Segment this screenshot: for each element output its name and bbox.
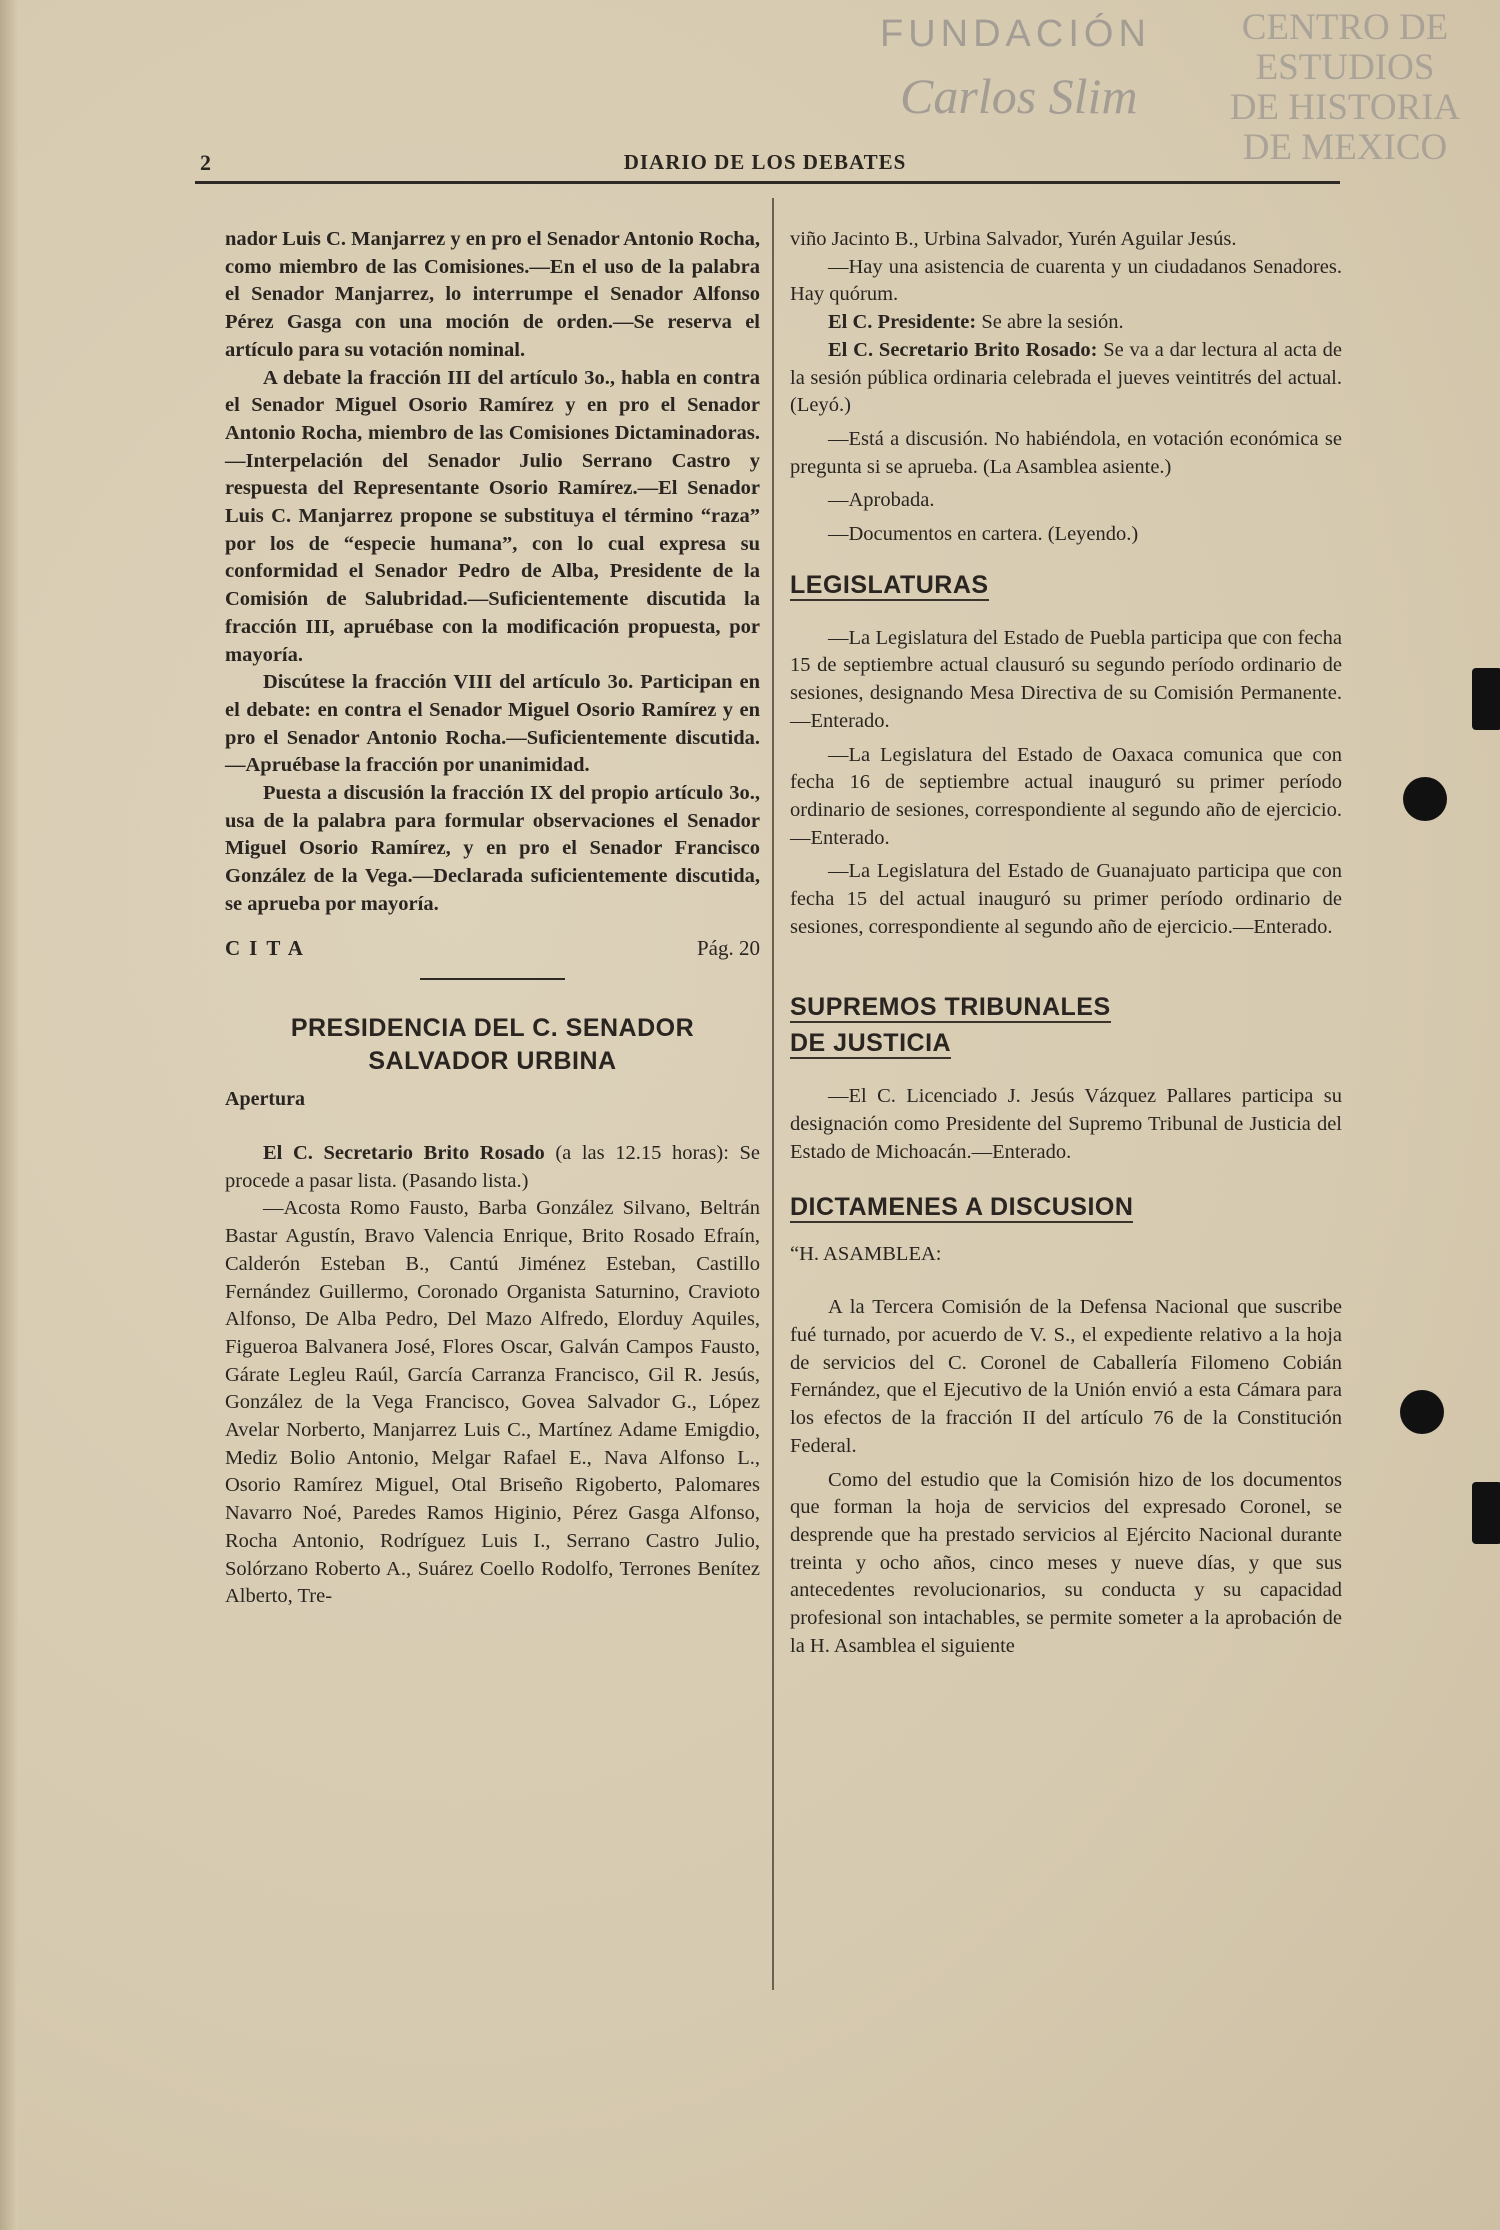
watermark-line: CENTRO DE [1241, 7, 1449, 48]
watermark-line: DE HISTORIA [1229, 87, 1461, 128]
presidency-heading [225, 1012, 760, 1078]
binding-hole-mark [1403, 777, 1447, 821]
binding-hole-mark [1400, 1390, 1444, 1434]
speaker-text: Se va a dar lectura al acta de la sesión pública ordinaria celebrada el jueves veintitrés del actual. (Leyó.) [790, 338, 1342, 417]
watermark-line: DE MEXICO [1242, 127, 1448, 168]
speaker-text: (a las 12.15 horas): Se procede a pasar lista. (Pasando lista.) [225, 1141, 760, 1192]
cita-line [225, 935, 760, 963]
column-divider [772, 198, 774, 1990]
paragraph: A la Tercera Comisión de la Defensa Nacional que suscribe fué turnado, por acuerdo de V. S., el expediente relativo a la hoja de servicios del C. Coronel de Caballería Filomeno Cobián Fernández, que el Ejecutivo de la Unión envió a esta Cámara para los efectos de la fracción II del artículo 76 de la Constitución Federal. [790, 1296, 1342, 1457]
tribunales-heading [790, 989, 1342, 1061]
heading-text: SUPREMOS TRIBUNALES [790, 993, 1111, 1022]
salutation: “H. ASAMBLEA: [790, 1242, 942, 1265]
dictamenes-heading [790, 1189, 1342, 1225]
heading-text: DICTAMENES A DISCUSION [790, 1192, 1134, 1221]
paragraph: —La Legislatura del Estado de Oaxaca comunica que con fecha 16 de septiembre actual inauguró su primer período ordinario de sesiones, correspondiente al segundo año de ejercicio.—Enterado. [790, 743, 1342, 849]
edge-tab-mark [1472, 668, 1500, 730]
paragraph: —Hay una asistencia de cuarenta y un ciudadanos Senadores. Hay quórum. [790, 255, 1342, 306]
paragraph: —Documentos en cartera. (Leyendo.) [828, 523, 1139, 546]
subheading: Apertura [225, 1088, 305, 1111]
page-number: 2 [200, 150, 211, 175]
page-edge [0, 0, 18, 2230]
paragraph: —El C. Licenciado J. Jesús Vázquez Pallares participa su designación como Presidente del Supremo Tribunal de Justicia del Estado de Michoacán.—Enterado. [790, 1085, 1342, 1163]
paragraph: A debate la fracción III del artículo 3o., habla en contra el Senador Miguel Osorio Ramírez y en pro el Senador Antonio Rocha, miembro de las Comisiones Dictaminadoras.—Interpelación del Senador Julio Serrano Castro y respuesta del Representante Osorio Ramírez.—El Senador Luis C. Manjarrez propone se substituya el término “raza” por los de “especie humana”, con lo cual expresa su conformidad el Senador Pedro de Alba, Presidente de la Comisión de Salubridad.—Suficientemente discutida la fracción III, apruébase con la modificación propuesta, por mayoría. [225, 366, 760, 666]
speaker-text: Se abre la sesión. [976, 311, 1124, 334]
paragraph: —La Legislatura del Estado de Puebla participa que con fecha 15 de septiembre actual clausuró su segundo período ordinario de sesiones, designando Mesa Directiva de su Comisión Permanente.—Enterado. [790, 626, 1342, 732]
cita-page: Pág. 20 [697, 935, 760, 960]
legislaturas-heading [790, 567, 1342, 603]
edge-tab-mark [1472, 1482, 1500, 1544]
right-column [790, 226, 1342, 1660]
heading-text: DE JUSTICIA [790, 1029, 952, 1058]
paragraph [790, 309, 1342, 337]
cita-label: CITA [225, 935, 312, 960]
heading-text: LEGISLATURAS [790, 570, 989, 599]
heading-line: SALVADOR URBINA [368, 1047, 617, 1076]
heading-line: PRESIDENCIA DEL C. SENADOR [290, 1014, 695, 1043]
roll-call: —Acosta Romo Fausto, Barba González Silvano, Beltrán Bastar Agustín, Bravo Valencia Enrique, Brito Rosado Efraín, Calderón Esteban B., Cantú Jiménez Esteban, Castillo Fernández Guillermo, Coronado Organista Saturnino, Cravioto Alfonso, De Alba Pedro, Del Mazo Alfredo, Elorduy Aquiles, Figueroa Balvanera José, Flores Oscar, Galván Campos Fausto, Gárate Legleu Raúl, García Carranza Francisco, Gil R. Jesús, González de la Vega Francisco, Govea Salvador G., López Avelar Norberto, Manjarrez Luis C., Martínez Adame Emigdio, Mediz Bolio Antonio, Melgar Rafael E., Nava Alfonso L., Osorio Ramírez Miguel, Otal Briseño Rigoberto, Palomares Navarro Noé, Paredes Ramos Higinio, Pérez Gasga Alfonso, Rocha Antonio, Rodríguez Luis I., Serrano Castro Julio, Solórzano Roberto A., Suárez Coello Rodolfo, Terrones Benítez Alberto, Tre- [225, 1197, 760, 1608]
paragraph [225, 1140, 760, 1195]
publication-title: DIARIO DE LOS DEBATES [623, 150, 907, 174]
left-column [225, 226, 760, 1611]
paragraph: Como del estudio que la Comisión hizo de los documentos que forman la hoja de servicios del expresado Coronel, se desprende que ha prestado servicios al Ejército Nacional durante treinta y ocho años, cinco meses y nueve días, y que sus antecedentes revolucionarios, su conducta y su capacidad profesional son intachables, se permite someter a la aprobación de la H. Asamblea el siguiente [790, 1468, 1342, 1657]
paragraph: —Está a discusión. No habiéndola, en votación económica se pregunta si se aprueba. (La Asamblea asiente.) [790, 427, 1342, 478]
speaker: El C. Secretario Brito Rosado: [828, 338, 1098, 361]
paragraph: —Aprobada. [828, 489, 935, 512]
paragraph: Discútese la fracción VIII del artículo 3o. Participan en el debate: en contra el Senador Miguel Osorio Ramírez y en pro el Senador Antonio Rocha.—Suficientemente discutida.—Apruébase la fracción por unanimidad. [225, 671, 760, 777]
summary-block [225, 226, 760, 919]
paragraph: —La Legislatura del Estado de Guanajuato participa que con fecha 15 del actual inauguró su primer período ordinario de sesiones, correspondiente al segundo año de ejercicio.—Enterado. [790, 860, 1342, 938]
paragraph: viño Jacinto B., Urbina Salvador, Yurén Aguilar Jesús. [790, 228, 1237, 250]
speaker: El C. Secretario Brito Rosado [263, 1141, 545, 1164]
paragraph: nador Luis C. Manjarrez y en pro el Senador Antonio Rocha, como miembro de las Comisiones.—En el uso de la palabra el Senador Manjarrez, lo interrumpe el Senador Alfonso Pérez Gasga con una moción de orden.—Se reserva el artículo para su votación nominal. [225, 228, 760, 361]
watermark-foundation: FUNDACIÓN [880, 13, 1151, 55]
section-rule [420, 978, 565, 980]
paragraph: Puesta a discusión la fracción IX del propio artículo 3o., usa de la palabra para formular observaciones el Senador Miguel Osorio Ramírez, y en pro el Senador Francisco González de la Vega.—Declarada suficientemente discutida, se aprueba por mayoría. [225, 782, 760, 915]
watermark-line: ESTUDIOS [1255, 47, 1435, 88]
speaker: El C. Presidente: [828, 311, 977, 334]
watermark [1200, 8, 1490, 168]
paragraph [790, 337, 1342, 420]
watermark-signature: Carlos Slim [900, 68, 1138, 124]
header-rule [195, 181, 1340, 184]
